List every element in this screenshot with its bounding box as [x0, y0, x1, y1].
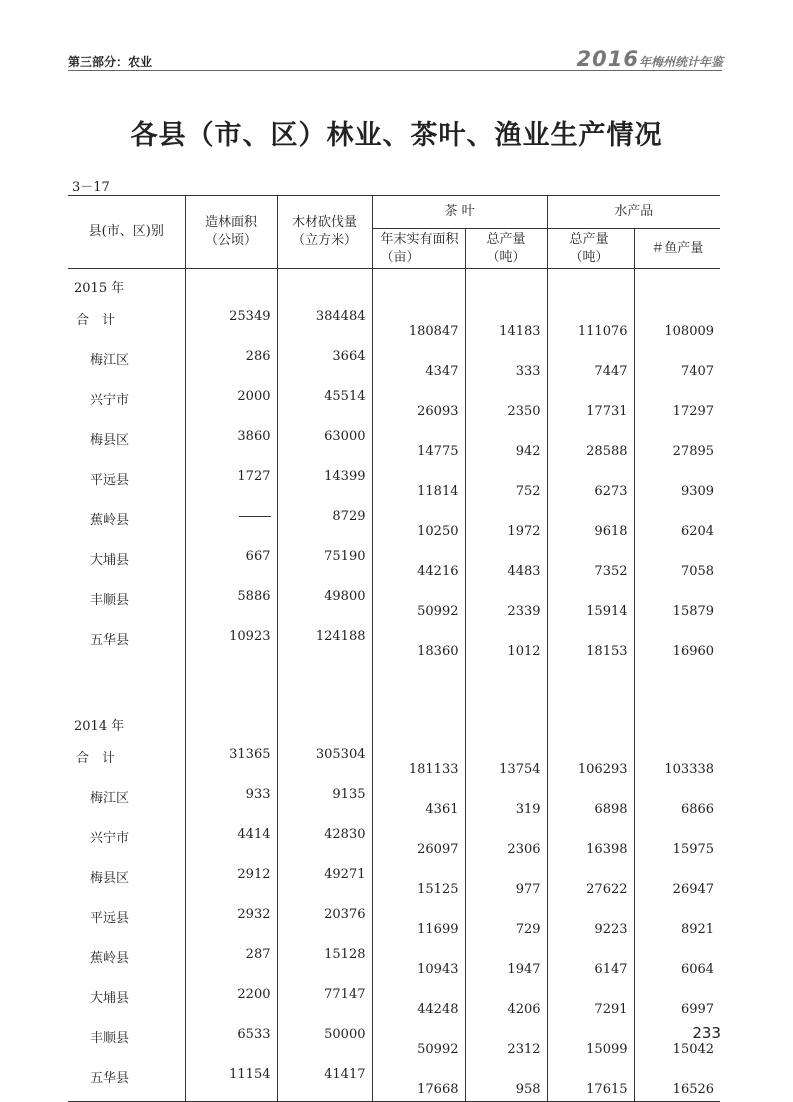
aqua-output-value: 7291	[547, 981, 634, 1021]
table-row	[68, 463, 720, 503]
year-heading: 2015 年	[74, 280, 125, 296]
aqua-output-value: 6273	[547, 463, 634, 503]
aqua-output-value: 6147	[547, 941, 634, 981]
fish-output-value: 6866	[634, 781, 720, 821]
timber-value: 49800	[277, 583, 372, 623]
col-group-tea: 茶 叶	[372, 196, 547, 229]
region-name: 大埔县	[90, 553, 130, 568]
region-name: 梅江区	[90, 791, 130, 806]
afforest-value: 31365	[185, 741, 277, 781]
aqua-output-value: 15914	[547, 583, 634, 623]
fish-output-value: 15879	[634, 583, 720, 623]
timber-value: 8729	[277, 503, 372, 543]
fish-output-value: 16526	[634, 1061, 720, 1102]
tea-area-value: 10943	[372, 941, 465, 981]
year-heading: 2014 年	[74, 718, 125, 734]
table-row	[68, 861, 720, 901]
timber-value: 42830	[277, 821, 372, 861]
col-group-aquatic: 水产品	[547, 196, 720, 229]
col-header-fish-output: ＃鱼产量	[634, 229, 720, 269]
col-header-timber-text: 木材砍伐量（立方米）	[291, 215, 357, 248]
region-name: 平远县	[90, 473, 130, 488]
timber-value: 15128	[277, 941, 372, 981]
running-header-yearbook	[577, 47, 723, 71]
afforest-value: 11154	[185, 1061, 277, 1102]
tea-output-value: 942	[465, 423, 547, 463]
col-header-tea-area: 年末实有面积（亩）	[372, 229, 465, 269]
tea-output-value: 319	[465, 781, 547, 821]
region-name: 五华县	[68, 1061, 185, 1102]
region-name: 丰顺县	[90, 593, 130, 608]
aqua-output-value: 16398	[547, 821, 634, 861]
afforest-value: 287	[185, 941, 277, 981]
table-row	[68, 343, 720, 383]
timber-value: 49271	[277, 861, 372, 901]
section-spacer	[68, 663, 720, 707]
table-row	[68, 503, 720, 543]
fish-output-value: 17297	[634, 383, 720, 423]
tea-output-value: 1947	[465, 941, 547, 981]
tea-area-value: 44248	[372, 981, 465, 1021]
timber-value: 9135	[277, 781, 372, 821]
afforest-value: 2932	[185, 901, 277, 941]
region-name: 蕉岭县	[90, 513, 130, 528]
tea-output-value: 2350	[465, 383, 547, 423]
col-header-afforest-text: 造林面积（公顷）	[204, 215, 257, 248]
afforest-value: 6533	[185, 1021, 277, 1061]
tea-output-value: 752	[465, 463, 547, 503]
region-name: 五华县	[90, 633, 130, 648]
tea-area-value: 15125	[372, 861, 465, 901]
table-row	[68, 383, 720, 423]
running-header-section: 第三部分：农业	[68, 55, 153, 69]
afforest-value: 1727	[185, 463, 277, 503]
tea-area-value: 4347	[372, 343, 465, 383]
aqua-output-value: 6898	[547, 781, 634, 821]
total-row	[68, 741, 720, 781]
table-number: 3－17	[72, 180, 110, 195]
total-row	[68, 303, 720, 343]
aqua-output-value: 17731	[547, 383, 634, 423]
afforest-value: 2912	[185, 861, 277, 901]
year-heading-row	[68, 269, 720, 304]
tea-area-value: 181133	[372, 741, 465, 781]
region-name: 合 计	[76, 751, 116, 766]
afforest-value: 5886	[185, 583, 277, 623]
aqua-output-value: 17615	[547, 1061, 634, 1102]
afforest-value: 933	[185, 781, 277, 821]
tea-output-value: 4206	[465, 981, 547, 1021]
table-row	[68, 583, 720, 623]
aqua-output-value: 9223	[547, 901, 634, 941]
page-number: 233	[692, 1024, 721, 1042]
tea-output-value: 1972	[465, 503, 547, 543]
tea-output-value: 2306	[465, 821, 547, 861]
tea-output-value: 4483	[465, 543, 547, 583]
aqua-output-value: 27622	[547, 861, 634, 901]
fish-output-value: 7058	[634, 543, 720, 583]
tea-output-value: 2312	[465, 1021, 547, 1061]
timber-value: 384484	[277, 303, 372, 343]
tea-area-value: 50992	[372, 1021, 465, 1061]
page-title: 各县（市、区）林业、茶叶、渔业生产情况	[130, 120, 663, 151]
afforest-value	[185, 503, 277, 543]
col-header-afforest	[185, 196, 277, 269]
tea-area-value: 18360	[372, 623, 465, 663]
tea-area-value: 14775	[372, 423, 465, 463]
region-name: 合 计	[76, 313, 116, 328]
region-name: 梅县区	[90, 871, 130, 886]
tea-area-value: 11699	[372, 901, 465, 941]
region-name: 兴宁市	[90, 393, 130, 408]
no-data-dash	[239, 516, 271, 518]
timber-value: 305304	[277, 741, 372, 781]
tea-area-value: 26097	[372, 821, 465, 861]
table-row	[68, 901, 720, 941]
fish-output-value: 103338	[634, 741, 720, 781]
tea-area-value: 11814	[372, 463, 465, 503]
col-header-region: 县(市、区)别	[68, 196, 185, 269]
tea-area-value: 17668	[372, 1061, 465, 1102]
col-header-tea-output: 总产量（吨）	[465, 229, 547, 269]
timber-value: 45514	[277, 383, 372, 423]
timber-value: 63000	[277, 423, 372, 463]
fish-output-value: 16960	[634, 623, 720, 663]
timber-value: 20376	[277, 901, 372, 941]
tea-area-value: 50992	[372, 583, 465, 623]
tea-output-value: 958	[465, 1061, 547, 1102]
aqua-output-value: 15099	[547, 1021, 634, 1061]
table-row	[68, 821, 720, 861]
table-row	[68, 543, 720, 583]
aqua-output-value: 111076	[547, 303, 634, 343]
tea-output-value: 2339	[465, 583, 547, 623]
fish-output-value: 26947	[634, 861, 720, 901]
region-name: 蕉岭县	[90, 951, 130, 966]
timber-value: 77147	[277, 981, 372, 1021]
afforest-value: 3860	[185, 423, 277, 463]
tea-area-value: 10250	[372, 503, 465, 543]
timber-value: 41417	[277, 1061, 372, 1102]
table-body	[68, 269, 720, 1102]
aqua-output-value: 7447	[547, 343, 634, 383]
tea-area-value: 180847	[372, 303, 465, 343]
aqua-output-value: 28588	[547, 423, 634, 463]
afforest-value: 286	[185, 343, 277, 383]
yearbook-year: 2016	[576, 47, 639, 71]
region-name: 梅县区	[90, 433, 130, 448]
fish-output-value: 15042	[634, 1021, 720, 1061]
col-header-aqua-output: 总产量（吨）	[547, 229, 634, 269]
timber-value: 14399	[277, 463, 372, 503]
tea-area-value: 26093	[372, 383, 465, 423]
fish-output-value: 15975	[634, 821, 720, 861]
tea-output-value: 977	[465, 861, 547, 901]
tea-area-value: 4361	[372, 781, 465, 821]
table-row	[68, 1021, 720, 1061]
table-row	[68, 423, 720, 463]
tea-output-value: 1012	[465, 623, 547, 663]
header-divider	[68, 70, 722, 71]
tea-output-value: 333	[465, 343, 547, 383]
region-name: 兴宁市	[90, 831, 130, 846]
timber-value: 75190	[277, 543, 372, 583]
afforest-value: 2200	[185, 981, 277, 1021]
statistics-table	[68, 195, 720, 1102]
fish-output-value: 9309	[634, 463, 720, 503]
fish-output-value: 6997	[634, 981, 720, 1021]
table-row	[68, 1061, 720, 1102]
year-heading-row	[68, 707, 720, 741]
col-header-timber	[277, 196, 372, 269]
afforest-value: 667	[185, 543, 277, 583]
fish-output-value: 6064	[634, 941, 720, 981]
table-row	[68, 941, 720, 981]
region-name: 平远县	[90, 911, 130, 926]
aqua-output-value: 7352	[547, 543, 634, 583]
fish-output-value: 7407	[634, 343, 720, 383]
fish-output-value: 27895	[634, 423, 720, 463]
aqua-output-value: 9618	[547, 503, 634, 543]
fish-output-value: 108009	[634, 303, 720, 343]
fish-output-value: 6204	[634, 503, 720, 543]
timber-value: 3664	[277, 343, 372, 383]
timber-value: 50000	[277, 1021, 372, 1061]
afforest-value: 4414	[185, 821, 277, 861]
region-name: 梅江区	[90, 353, 130, 368]
region-name: 丰顺县	[90, 1031, 130, 1046]
aqua-output-value: 18153	[547, 623, 634, 663]
region-name: 大埔县	[90, 991, 130, 1006]
yearbook-name: 年梅州统计年鉴	[638, 55, 723, 69]
afforest-value: 10923	[185, 623, 277, 663]
table-row	[68, 781, 720, 821]
aqua-output-value: 106293	[547, 741, 634, 781]
table-row	[68, 981, 720, 1021]
timber-value: 124188	[277, 623, 372, 663]
fish-output-value: 8921	[634, 901, 720, 941]
afforest-value: 25349	[185, 303, 277, 343]
tea-output-value: 13754	[465, 741, 547, 781]
tea-output-value: 14183	[465, 303, 547, 343]
afforest-value: 2000	[185, 383, 277, 423]
tea-area-value: 44216	[372, 543, 465, 583]
table-row	[68, 623, 720, 663]
tea-output-value: 729	[465, 901, 547, 941]
